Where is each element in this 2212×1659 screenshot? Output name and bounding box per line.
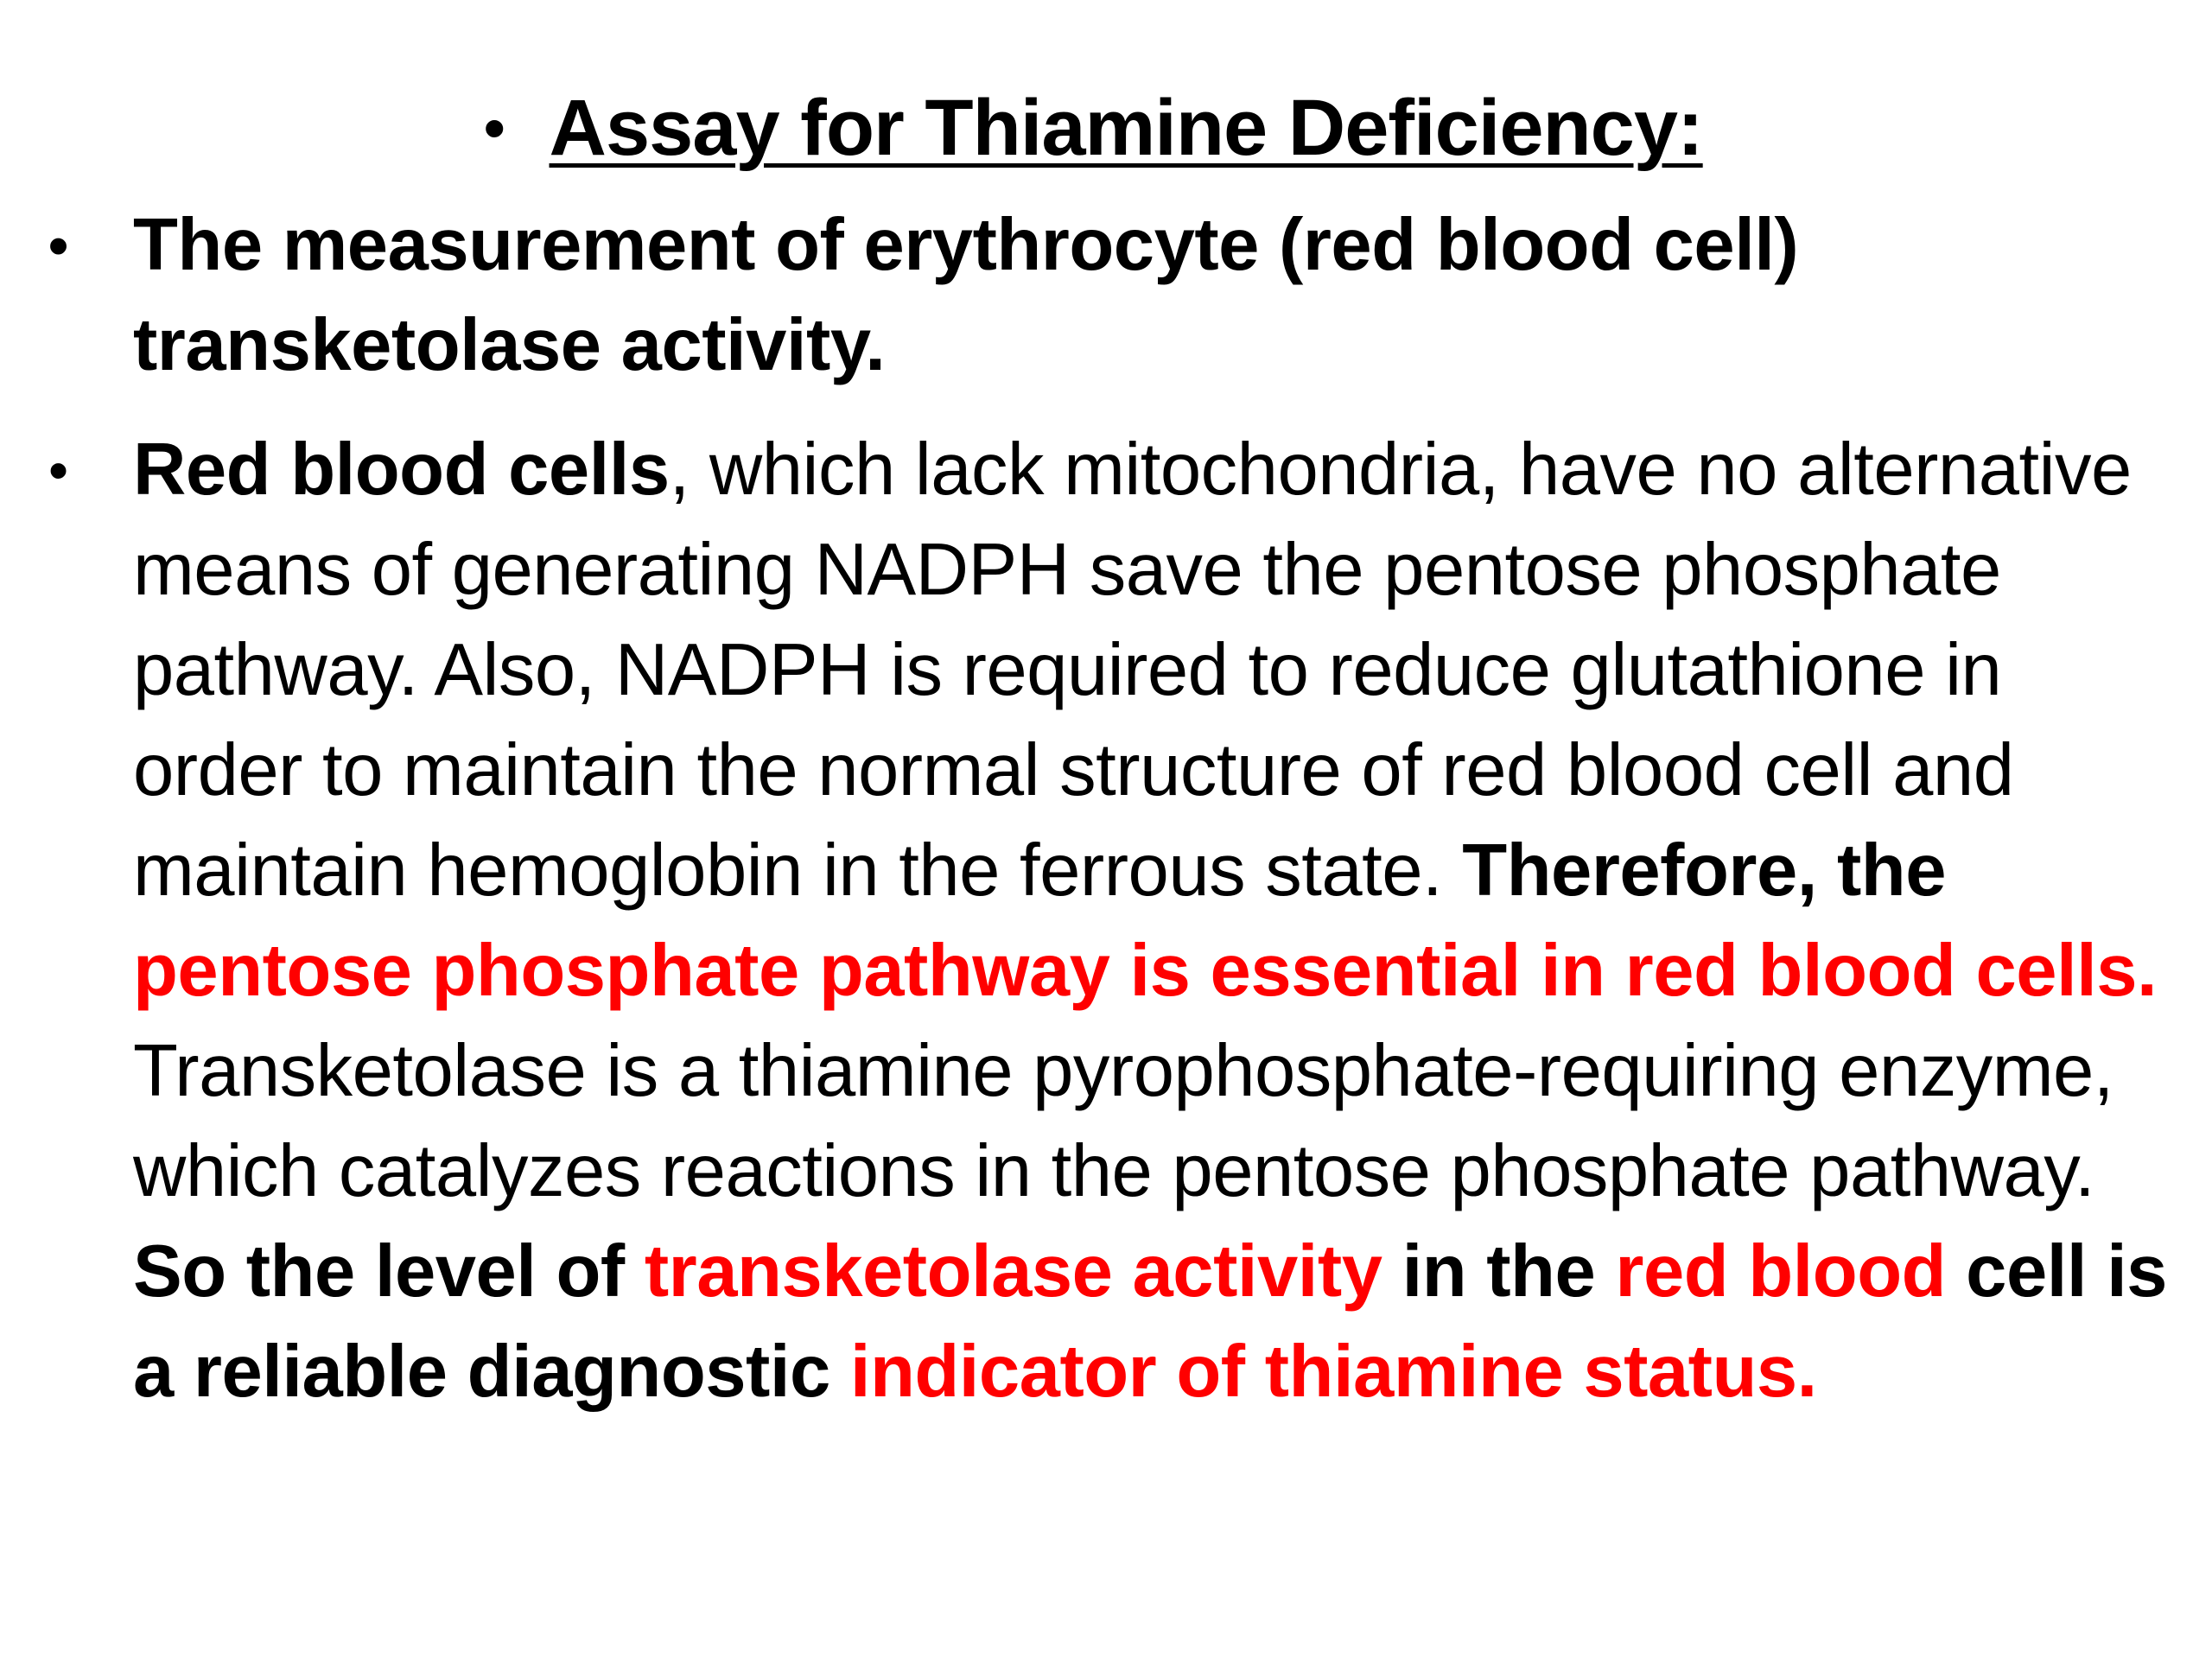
- text-segment-highlight: red blood: [1615, 1230, 1947, 1313]
- bullet-item-red-blood-cells: [43, 420, 2169, 1422]
- text-segment-bold: cell is a reliable diagnostic: [133, 1230, 2167, 1413]
- text-segment-bold: in the: [1382, 1230, 1616, 1313]
- slide-title: [484, 76, 1703, 180]
- text-segment-bold: Therefore, the: [1462, 830, 1946, 912]
- text-segment-bold: So the level of: [133, 1230, 645, 1313]
- title-bullet: •: [484, 94, 505, 162]
- text-segment-highlight: pentose phosphate pathway is essential in red blood cells.: [133, 930, 2158, 1012]
- text-segment-highlight: transketolase activity: [644, 1230, 1382, 1313]
- text-segment-highlight: indicator of thiamine status.: [849, 1331, 1817, 1413]
- bullet-text: The measurement of erythrocyte (red blood cell) transketolase activity.: [133, 204, 1799, 386]
- text-segment: , which lack mitochondria, have no alternative means of generating NADPH save the pentose phosphate pathway. Also, NADPH is required to reduce glutathione in order to maintain the normal structure of red blood cell and maintain hemoglobin in the ferrous state.: [133, 429, 2132, 912]
- title-text: Assay for Thiamine Deficiency:: [549, 83, 1703, 172]
- bullet-mark: •: [48, 213, 68, 277]
- bullet-item-measurement: [43, 195, 2169, 396]
- bullet-mark: •: [48, 438, 68, 502]
- text-segment-bold: Red blood cells: [133, 429, 670, 511]
- text-segment: Transketolase is a thiamine pyrophosphate-requiring enzyme, which catalyzes reactions in the pentose phosphate pathway.: [133, 1030, 2113, 1212]
- bullet-paragraph: [133, 420, 2169, 1422]
